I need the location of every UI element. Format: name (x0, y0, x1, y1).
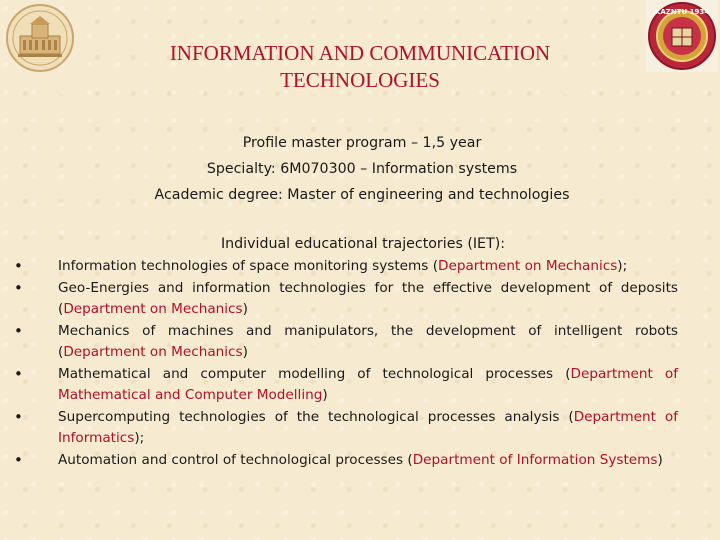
department-name: Department on Mechanics (63, 344, 243, 360)
title-line-2: TECHNOLOGIES (280, 68, 440, 92)
specialty-value: 6M070300 – Information systems (280, 161, 518, 177)
iet-heading: Individual educational trajectories (IET): (220, 236, 506, 252)
specialty-text (0, 156, 720, 182)
department-name: Department of Mathematical and Computer Modelling (58, 365, 678, 403)
department-name: Department of Informatics (58, 408, 678, 446)
program-info (0, 130, 720, 208)
seal-text: KAZNTU 1934 (654, 8, 710, 16)
list-item: • Supercomputing technologies of the technological processes analysis (Department of Informatics); (14, 407, 678, 450)
title-line-1: INFORMATION AND COMMUNICATION (169, 41, 551, 65)
department-name: Department of Information Systems (412, 451, 658, 468)
list-item: • Geo-Energies and information technologies for the effective development of deposits (Department on Mechanics) (14, 278, 678, 321)
trajectory-list (14, 256, 678, 471)
department-name: Department on Mechanics (63, 301, 243, 317)
list-item: • Mathematical and computer modelling of technological processes (Department of Mathematical and Computer Modelling) (14, 364, 678, 407)
list-item: • Mechanics of machines and manipulators, the development of intelligent robots (Department on Mechanics) (14, 321, 678, 364)
page-title (0, 40, 720, 94)
degree-text: Academic degree: Master of engineering and technologies (154, 187, 570, 203)
profile-text: Profile master program – 1,5 year (242, 135, 482, 151)
department-name: Department on Mechanics (438, 258, 618, 274)
specialty-label: Specialty: (206, 161, 281, 177)
list-item: • Information technologies of space monitoring systems (Department on Mechanics); (14, 256, 678, 278)
list-item: • Automation and control of technological processes (Department of Information Systems) (14, 450, 678, 472)
